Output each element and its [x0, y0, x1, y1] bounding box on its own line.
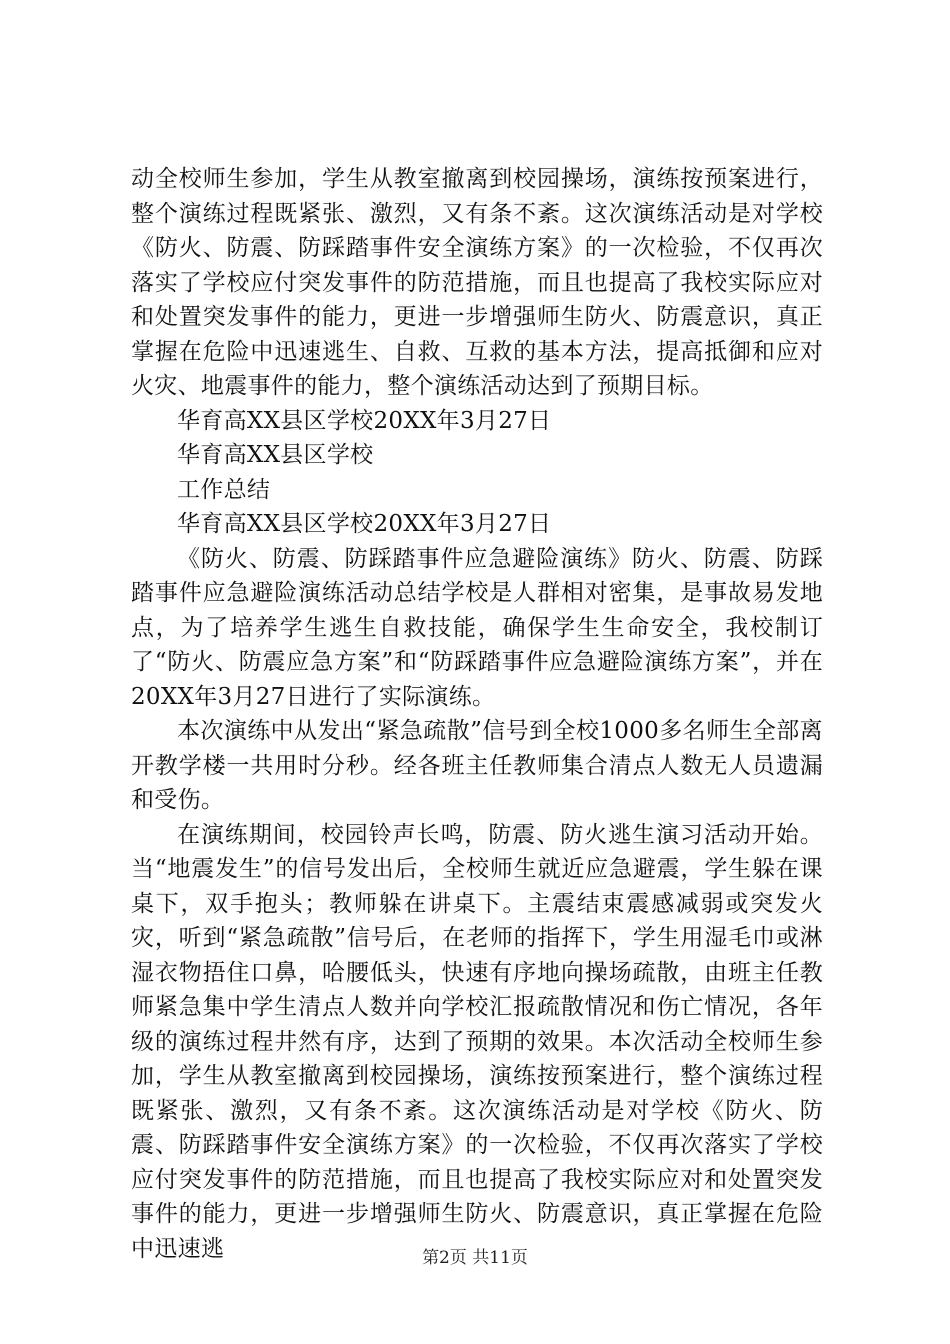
paragraph-drill-details: 在演练期间，校园铃声长鸣，防震、防火逃生演习活动开始。当“地震发生”的信号发出后，全校师生就近应急避震，学生躲在课桌下，双手抱头；教师躲在讲桌下。主震结束震感减弱或突发火灾，听到“紧急疏散”信号后，在老师的指挥下，学生用湿毛巾或淋湿衣物捂住口鼻，哈腰低头，快速有序地向操场疏散，由班主任教师紧急集中学生清点人数并向学校汇报疏散情况和伤亡情况，各年级的演练过程井然有序，达到了预期的效果。本次活动全校师生参加，学生从教室撤离到校园操场，演练按预案进行，整个演练过程既紧张、激烈，又有条不紊。这次演练活动是对学校《防火、防震、防踩踏事件安全演练方案》的一次检验，不仅再次落实了学校应付突发事件的防范措施，而且也提高了我校实际应对和处置突发事件的能力，更进一步增强师生防火、防震意识，真正掌握在危险中迅速逃	[131, 821, 823, 1262]
paragraph-evacuation-time: 本次演练中从发出“紧急疏散”信号到全校1000多名师生全部离开教学楼一共用时分秒。经各班主任教师集合清点人数无人员遗漏和受伤。	[131, 718, 823, 813]
document-body	[131, 162, 823, 1266]
signature-date-2: 华育高XX县区学校20XX年3月27日	[177, 511, 552, 537]
page-number: 第2页 共11页	[422, 1248, 528, 1268]
school-name: 华育高XX县区学校	[177, 442, 374, 468]
paragraph-1: 动全校师生参加，学生从教室撤离到校园操场，演练按预案进行，整个演练过程既紧张、激烈，又有条不紊。这次演练活动是对学校《防火、防震、防踩踏事件安全演练方案》的一次检验，不仅再次落实了学校应付突发事件的防范措施，而且也提高了我校实际应对和处置突发事件的能力，更进一步增强师生防火、防震意识，真正掌握在危险中迅速逃生、自救、互救的基本方法，提高抵御和应对火灾、地震事件的能力，整个演练活动达到了预期目标。	[131, 166, 823, 399]
paragraph-intro: 《防火、防震、防踩踏事件应急避险演练》防火、防震、防踩踏事件应急避险演练活动总结学校是人群相对密集，是事故易发地点，为了培养学生逃生自救技能，确保学生生命安全，我校制订了“防火、防震应急方案”和“防踩踏事件应急避险演练方案”，并在20XX年3月27日进行了实际演练。	[131, 545, 823, 710]
section-title: 工作总结	[177, 476, 271, 503]
signature-date-1: 华育高XX县区学校20XX年3月27日	[177, 407, 552, 434]
